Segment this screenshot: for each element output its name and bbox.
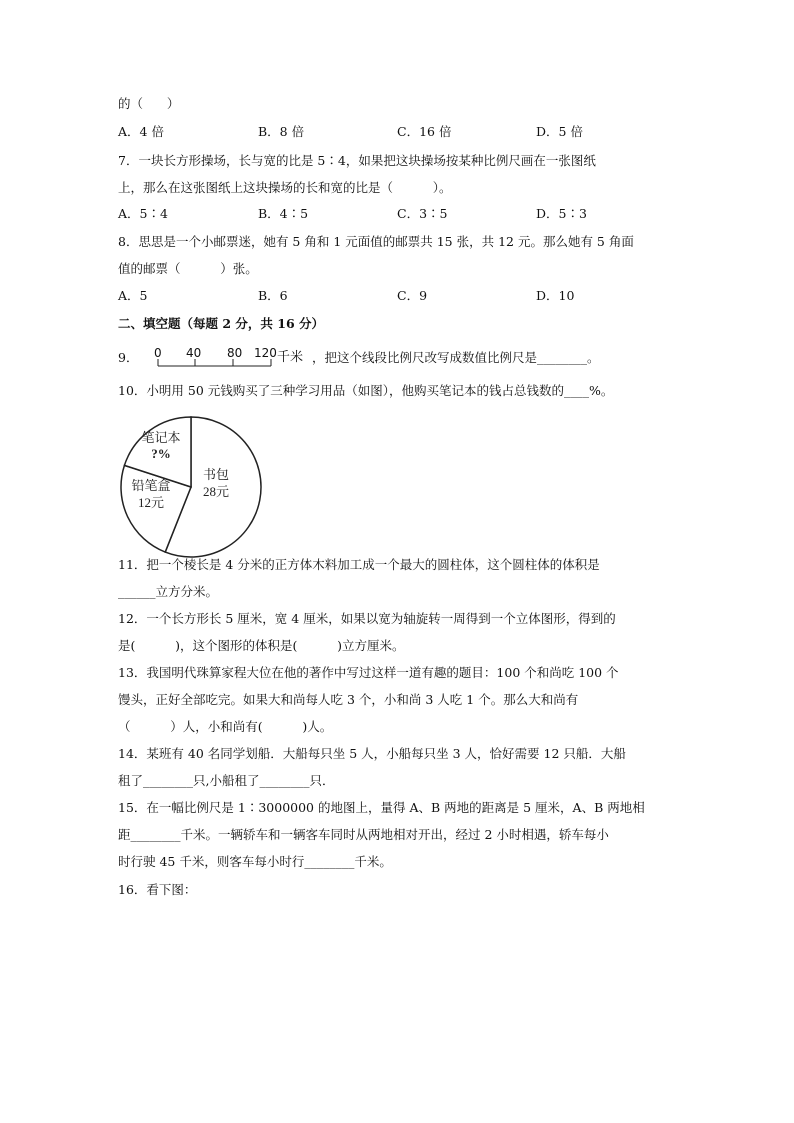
scale-bar xyxy=(150,344,320,372)
q6-option-b[interactable]: B．8 倍 xyxy=(258,124,305,139)
q8-option-c[interactable]: C．9 xyxy=(397,288,428,303)
q7-option-c[interactable]: C．3∶5 xyxy=(397,206,448,221)
q13-text-line3: （ ）人，小和尚有( )人。 xyxy=(118,719,333,734)
q15-text-line3: 时行驶 45 千米，则客车每小时行________千米。 xyxy=(118,854,392,869)
q10-text: 10．小明用 50 元钱购买了三种学习用品（如图），他购买笔记本的钱占总钱数的____%。 xyxy=(118,383,614,398)
scale-tick-label-80: 80 xyxy=(227,346,243,360)
q9-text: ，把这个线段比例尺改写成数值比例尺是________。 xyxy=(312,350,600,365)
q6-option-c[interactable]: C．16 倍 xyxy=(397,124,452,139)
q12-text-line1: 12．一个长方形长 5 厘米，宽 4 厘米，如果以宽为轴旋转一周得到一个立体图形，得到的 xyxy=(118,611,616,626)
q16-text: 16．看下图： xyxy=(118,882,197,897)
q7-text-line1: 7．一块长方形操场，长与宽的比是 5∶4，如果把这块操场按某种比例尺画在一张图纸 xyxy=(118,153,596,168)
q7-text-line2: 上，那么在这张图纸上这块操场的长和宽的比是（ ）。 xyxy=(118,180,452,195)
scale-bar-line xyxy=(150,344,280,372)
pie-chart xyxy=(116,412,266,562)
q6-option-d[interactable]: D．5 倍 xyxy=(536,124,583,139)
scale-tick-label-40: 40 xyxy=(186,346,202,360)
q15-text-line2: 距________千米。一辆轿车和一辆客车同时从两地相对开出，经过 2 小时相遇，轿车每小 xyxy=(118,827,609,842)
section-2-heading: 二、填空题（每题 2 分，共 16 分） xyxy=(118,316,325,331)
pie-label-notebook-name: 笔记本 xyxy=(141,431,181,446)
q11-text-line1: 11．把一个棱长是 4 分米的正方体木料加工成一个最大的圆柱体，这个圆柱体的体积是 xyxy=(118,557,600,572)
pie-label-schoolbag-name: 书包 xyxy=(202,468,230,483)
q8-text-line1: 8．思思是一个小邮票迷，她有 5 角和 1 元面值的邮票共 15 张，共 12 元。那么她有 5 角面 xyxy=(118,234,634,249)
q14-text-line2: 租了________只,小船租了________只． xyxy=(118,773,335,788)
q8-option-a[interactable]: A．5 xyxy=(118,288,148,303)
q6-tail-text: 的（ ） xyxy=(118,96,180,111)
q13-text-line1: 13．我国明代珠算家程大位在他的著作中写过这样一道有趣的题目：100 个和尚吃 100 个 xyxy=(118,665,619,680)
q7-option-d[interactable]: D．5∶3 xyxy=(536,206,587,221)
q9-number: 9． xyxy=(118,350,139,365)
pie-label-pencilcase-name: 铅笔盒 xyxy=(131,479,171,494)
q8-option-b[interactable]: B．6 xyxy=(258,288,288,303)
q7-option-a[interactable]: A．5∶4 xyxy=(118,206,168,221)
scale-tick-label-120: 120 xyxy=(254,346,277,360)
q8-option-d[interactable]: D．10 xyxy=(536,288,575,303)
q6-option-a[interactable]: A．4 倍 xyxy=(118,124,164,139)
scale-unit-label: 千米 xyxy=(277,350,304,365)
scale-tick-label-0: 0 xyxy=(154,346,162,360)
pie-label-pencilcase-value: 12元 xyxy=(137,495,165,510)
q13-text-line2: 馒头，正好全部吃完。如果大和尚每人吃 3 个，小和尚 3 人吃 1 个。那么大和尚有 xyxy=(118,692,579,707)
q12-text-line2: 是( )，这个图形的体积是( )立方厘米。 xyxy=(118,638,405,653)
pie-label-notebook-value: ?% xyxy=(151,446,171,461)
q15-text-line1: 15．在一幅比例尺是 1∶3000000 的地图上，量得 A、B 两地的距离是 5 厘米，A、B 两地相 xyxy=(118,800,645,815)
q7-option-b[interactable]: B．4∶5 xyxy=(258,206,309,221)
q8-text-line2: 值的邮票（ ）张。 xyxy=(118,261,258,276)
q11-text-line2: ______立方分米。 xyxy=(118,584,219,599)
pie-label-schoolbag-value: 28元 xyxy=(202,484,230,499)
q14-text-line1: 14．某班有 40 名同学划船．大船每只坐 5 人，小船每只坐 3 人，恰好需要 12 只船．大船 xyxy=(118,746,626,761)
